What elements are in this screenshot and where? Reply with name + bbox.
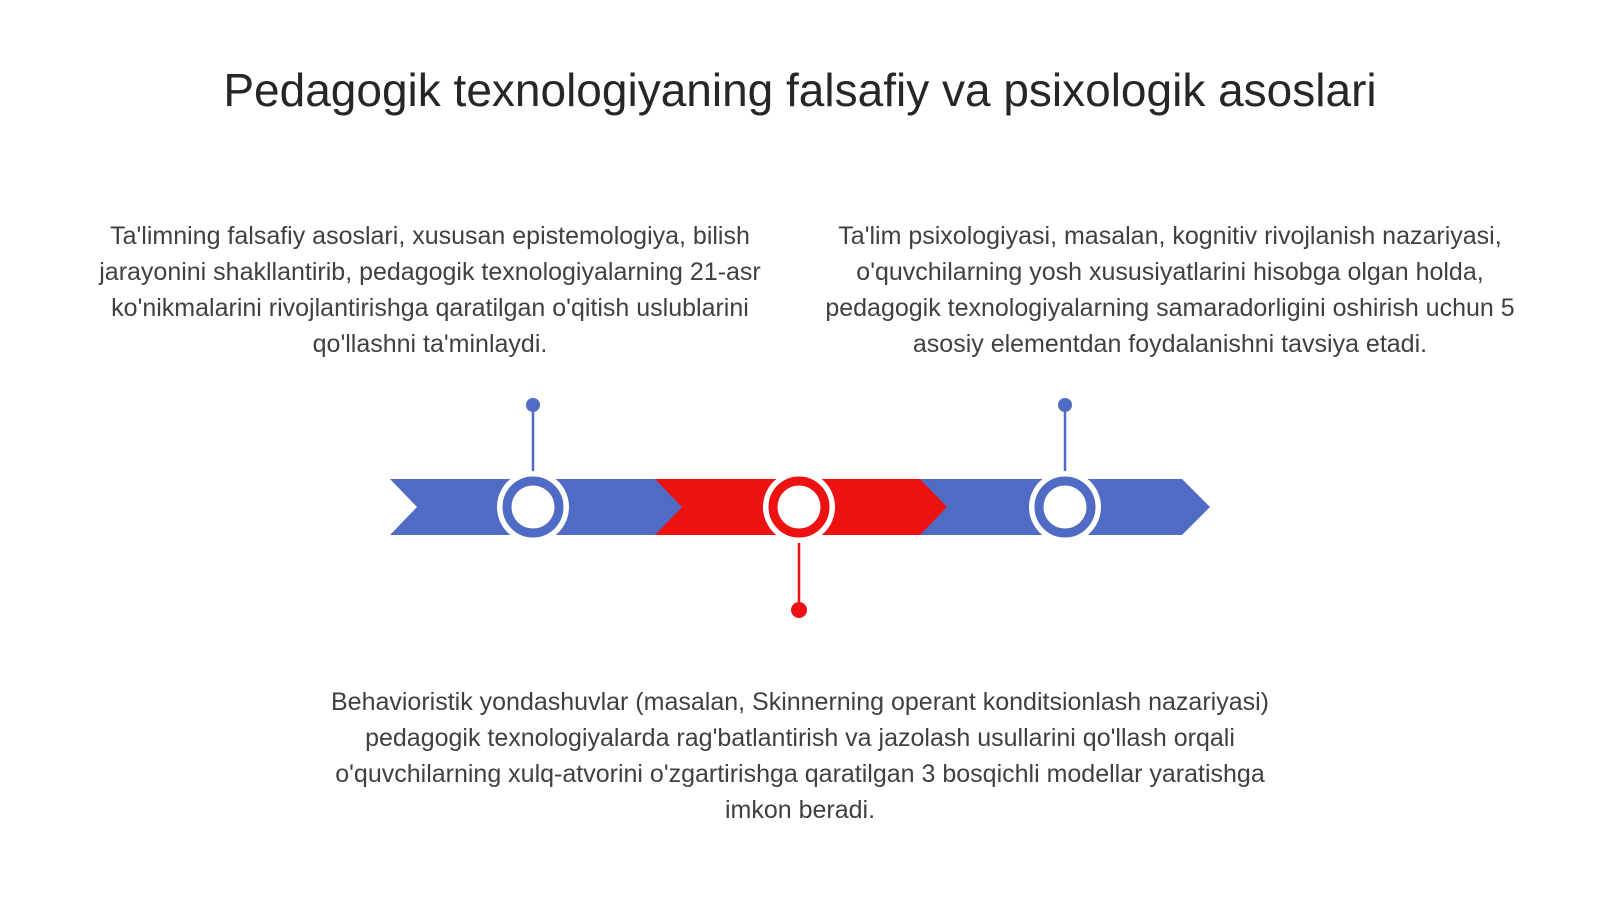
milestone-3-ring: [1039, 481, 1091, 533]
milestone-2-ring: [773, 481, 825, 533]
milestone-1-ring: [507, 481, 559, 533]
milestone-3-text: Ta'lim psixologiyasi, masalan, kognitiv rivojlanish nazariyasi, o'quvchilarning yosh xususiyatlarini hisobga olgan holda, pedagogik texnologiyalarning samaradorligini oshirish uchun 5 asosiy elementdan foydalanishni tavsiya etadi.: [825, 222, 1515, 358]
milestone-2-dot: [791, 602, 807, 618]
milestone-1-text: Ta'limning falsafiy asoslari, xususan epistemologiya, bilish jarayonini shakllantirib, pedagogik texnologiyalarning 21-asr ko'nikmalarini rivojlantirishga qaratilgan o'qitish uslublarini qo'llashni ta'minlaydi.: [99, 222, 761, 358]
slide-title: Pedagogik texnologiyaning falsafiy va psixologik asoslari: [223, 64, 1377, 116]
milestone-3-dot: [1058, 398, 1072, 412]
milestone-1-dot: [526, 398, 540, 412]
milestone-2-text: Behavioristik yondashuvlar (masalan, Skinnerning operant konditsionlash nazariyasi) pedagogik texnologiyalarda rag'batlantirish va jazolash usullarini qo'llash orqali o'quvchilarning xulq-atvorini o'zgartirishga qaratilgan 3 bosqichli modellar yaratishga imkon beradi.: [330, 688, 1269, 824]
